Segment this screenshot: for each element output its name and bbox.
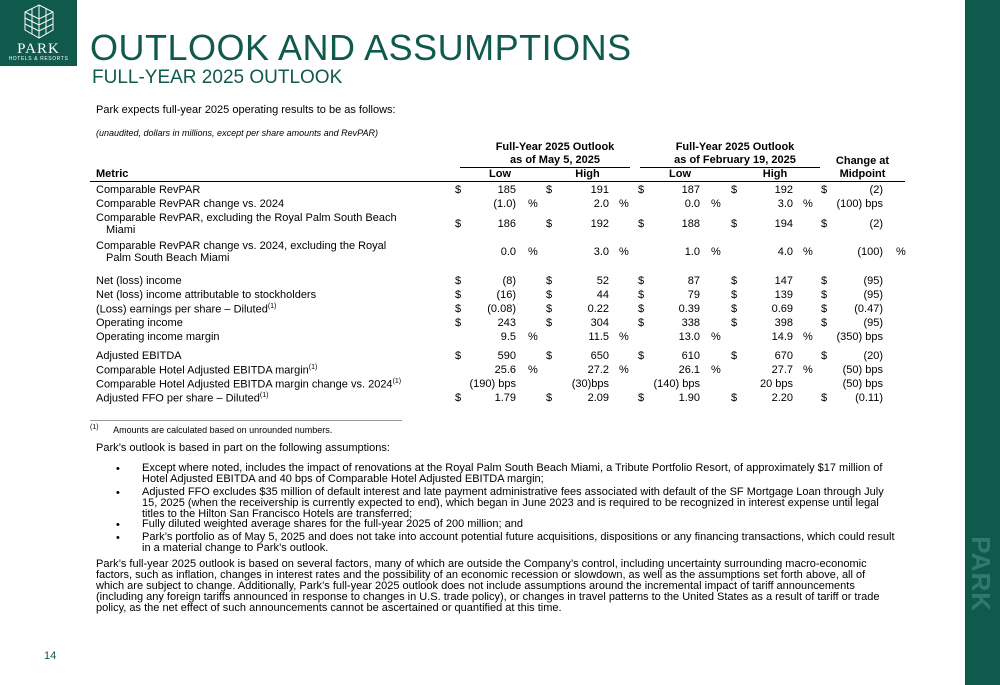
currency-symbol: $ bbox=[821, 289, 828, 301]
metric-label: Net (loss) income bbox=[96, 275, 182, 287]
value-cell: 0.22 bbox=[587, 303, 609, 315]
currency-symbol: $ bbox=[455, 289, 462, 301]
currency-symbol: $ bbox=[546, 289, 553, 301]
currency-symbol: $ bbox=[731, 275, 738, 287]
value-cell: (140) bps bbox=[653, 378, 700, 390]
value-cell: (350) bps bbox=[836, 331, 883, 343]
value-cell: 650 bbox=[590, 350, 609, 362]
currency-symbol: $ bbox=[731, 184, 738, 196]
group-feb-header-line1: Full-Year 2025 Outlook bbox=[675, 141, 795, 153]
bullet-marker: • bbox=[116, 487, 120, 499]
currency-symbol: $ bbox=[638, 218, 645, 230]
value-cell: (95) bbox=[863, 317, 883, 329]
value-cell: 9.5 bbox=[500, 331, 516, 343]
group-may-header-line2: as of May 5, 2025 bbox=[510, 154, 600, 166]
unit-suffix: % bbox=[711, 198, 721, 210]
change-header-line2: Midpoint bbox=[839, 168, 886, 180]
unit-suffix: % bbox=[619, 246, 629, 258]
value-cell: 194 bbox=[774, 218, 793, 230]
value-cell: 338 bbox=[681, 317, 700, 329]
metric-label: Comparable RevPAR change vs. 2024 bbox=[96, 198, 285, 210]
metric-label: Comparable RevPAR, excluding the Royal Palm South Beach bbox=[96, 212, 397, 224]
assumption-1-line-2: Hotel Adjusted EBITDA and 40 bps of Comparable Hotel Adjusted EBITDA margin; bbox=[142, 473, 544, 485]
footnote-ref: (1) bbox=[308, 364, 318, 371]
metric-label: Adjusted FFO per share – Diluted$^{(1)}$ bbox=[96, 392, 269, 405]
value-cell: (1.0) bbox=[493, 198, 516, 210]
footnote bbox=[90, 424, 332, 435]
metric-label: Operating income bbox=[96, 317, 183, 329]
value-cell: 20 bps bbox=[759, 378, 793, 390]
closing-line: (including any foreign tariffs announced in response to changes in U.S. trade policy), or changes in travel patterns to the United States as a result of tariff or trade bbox=[96, 591, 880, 603]
value-cell: (16) bbox=[496, 289, 516, 301]
value-cell: 192 bbox=[590, 218, 609, 230]
logo-wordmark: PARK bbox=[17, 41, 60, 57]
value-cell: 398 bbox=[774, 317, 793, 329]
assumption-3-line-1: Fully diluted weighted average shares for the full-year 2025 of 200 million; and bbox=[142, 518, 523, 530]
closing-paragraph bbox=[96, 559, 916, 614]
value-cell: 0.39 bbox=[678, 303, 700, 315]
closing-line: policy, as the net effect of such announcements cannot be ascertained or quantified at this time. bbox=[96, 602, 562, 614]
value-cell: (20) bbox=[863, 350, 883, 362]
value-cell: (8) bbox=[502, 275, 516, 287]
value-cell: (0.47) bbox=[854, 303, 883, 315]
value-cell: 147 bbox=[774, 275, 793, 287]
footnote-ref: (1) bbox=[392, 378, 402, 385]
footnote-marker: (1) bbox=[90, 424, 99, 431]
currency-symbol: $ bbox=[455, 275, 462, 287]
metric-column-header: Metric bbox=[96, 168, 129, 180]
currency-symbol: $ bbox=[455, 218, 462, 230]
footnote-ref: (1) bbox=[267, 303, 277, 310]
closing-line: Park’s full-year 2025 outlook is based on several factors, many of which are outside the Company’s control, including uncertainty surrounding macro-economic bbox=[96, 558, 867, 570]
assumption-bullet-3 bbox=[142, 519, 920, 530]
value-cell: 191 bbox=[590, 184, 609, 196]
value-cell: 2.0 bbox=[593, 198, 609, 210]
value-cell: (190) bps bbox=[469, 378, 516, 390]
currency-symbol: $ bbox=[731, 303, 738, 315]
intro-text: Park expects full-year 2025 operating results to be as follows: bbox=[96, 104, 396, 116]
assumption-bullet-4 bbox=[142, 532, 920, 554]
unit-suffix: % bbox=[619, 331, 629, 343]
currency-symbol: $ bbox=[821, 317, 828, 329]
value-cell: (100) bbox=[857, 246, 883, 258]
assumption-2-line-2: 15, 2025 (when the receivership is currently expected to end), which began in June 2023 and is required to be recognized in interest expense until legal bbox=[142, 497, 879, 509]
unit-suffix: % bbox=[528, 198, 538, 210]
value-cell: 2.20 bbox=[771, 392, 793, 404]
footnote-divider bbox=[90, 420, 402, 421]
value-cell: 0.0 bbox=[684, 198, 700, 210]
currency-symbol: $ bbox=[638, 350, 645, 362]
assumption-bullet-2 bbox=[142, 487, 920, 520]
value-cell: (95) bbox=[863, 289, 883, 301]
value-cell: 188 bbox=[681, 218, 700, 230]
value-cell: 25.6 bbox=[494, 364, 516, 376]
footnote-text: Amounts are calculated based on unrounded numbers. bbox=[113, 425, 333, 435]
feb-high-header: High bbox=[762, 168, 788, 180]
value-cell: 1.0 bbox=[684, 246, 700, 258]
unit-suffix: % bbox=[711, 246, 721, 258]
value-cell: 0.69 bbox=[771, 303, 793, 315]
value-cell: 192 bbox=[774, 184, 793, 196]
building-icon bbox=[24, 4, 54, 40]
currency-symbol: $ bbox=[638, 275, 645, 287]
currency-symbol: $ bbox=[455, 317, 462, 329]
value-cell: 52 bbox=[596, 275, 609, 287]
value-cell: 44 bbox=[596, 289, 609, 301]
side-brand-band bbox=[965, 0, 1000, 685]
value-cell: (2) bbox=[869, 184, 883, 196]
unit-suffix: % bbox=[803, 331, 813, 343]
metric-label: Comparable RevPAR change vs. 2024, excluding the Royal bbox=[96, 240, 387, 252]
unit-suffix: % bbox=[528, 364, 538, 376]
value-cell: 79 bbox=[687, 289, 700, 301]
value-cell: 13.0 bbox=[678, 331, 700, 343]
unit-suffix: % bbox=[896, 246, 906, 258]
currency-symbol: $ bbox=[546, 184, 553, 196]
value-cell: (0.08) bbox=[487, 303, 516, 315]
value-cell: 1.79 bbox=[494, 392, 516, 404]
currency-symbol: $ bbox=[731, 317, 738, 329]
currency-symbol: $ bbox=[731, 350, 738, 362]
value-cell: 185 bbox=[497, 184, 516, 196]
value-cell: 26.1 bbox=[678, 364, 700, 376]
unit-suffix: % bbox=[803, 246, 813, 258]
header-underline bbox=[90, 181, 905, 182]
unaudited-note: (unaudited, dollars in millions, except per share amounts and RevPAR) bbox=[96, 128, 378, 138]
currency-symbol: $ bbox=[638, 317, 645, 329]
value-cell: 87 bbox=[687, 275, 700, 287]
change-header-line1: Change at bbox=[835, 155, 890, 167]
currency-symbol: $ bbox=[546, 392, 553, 404]
value-cell: 186 bbox=[497, 218, 516, 230]
currency-symbol: $ bbox=[546, 218, 553, 230]
value-cell: 1.90 bbox=[678, 392, 700, 404]
currency-symbol: $ bbox=[821, 184, 828, 196]
assumptions-lead: Park’s outlook is based in part on the following assumptions: bbox=[96, 442, 390, 454]
currency-symbol: $ bbox=[821, 303, 828, 315]
assumption-2-line-1: Adjusted FFO excludes $35 million of default interest and late payment administrative fees associated with default of the SF Mortgage Loan through July bbox=[142, 486, 884, 498]
unit-suffix: % bbox=[528, 246, 538, 258]
currency-symbol: $ bbox=[731, 218, 738, 230]
value-cell: 3.0 bbox=[593, 246, 609, 258]
currency-symbol: $ bbox=[731, 392, 738, 404]
bullet-marker: • bbox=[116, 519, 120, 531]
value-cell: 14.9 bbox=[771, 331, 793, 343]
currency-symbol: $ bbox=[821, 392, 828, 404]
unit-suffix: % bbox=[619, 364, 629, 376]
value-cell: 2.09 bbox=[587, 392, 609, 404]
currency-symbol: $ bbox=[821, 350, 828, 362]
value-cell: 670 bbox=[774, 350, 793, 362]
assumption-2-line-3: titles to the Hilton San Francisco Hotels are transferred; bbox=[142, 508, 413, 520]
value-cell: 590 bbox=[497, 350, 516, 362]
value-cell: (30)bps bbox=[571, 378, 609, 390]
metric-label: Adjusted EBITDA bbox=[96, 350, 182, 362]
group-feb-header-line2: as of February 19, 2025 bbox=[674, 154, 796, 166]
page-number: 14 bbox=[44, 650, 57, 662]
value-cell: 304 bbox=[590, 317, 609, 329]
currency-symbol: $ bbox=[455, 350, 462, 362]
unit-suffix: % bbox=[528, 331, 538, 343]
currency-symbol: $ bbox=[455, 303, 462, 315]
unit-suffix: % bbox=[803, 364, 813, 376]
currency-symbol: $ bbox=[638, 303, 645, 315]
value-cell: 610 bbox=[681, 350, 700, 362]
metric-label: Operating income margin bbox=[96, 331, 220, 343]
unit-suffix: % bbox=[619, 198, 629, 210]
value-cell: 0.0 bbox=[500, 246, 516, 258]
metric-label: Comparable RevPAR bbox=[96, 184, 201, 196]
value-cell: (95) bbox=[863, 275, 883, 287]
metric-label: Net (loss) income attributable to stockholders bbox=[96, 289, 317, 301]
logo-tagline: HOTELS & RESORTS bbox=[8, 56, 69, 62]
value-cell: 4.0 bbox=[777, 246, 793, 258]
bullet-marker: • bbox=[116, 463, 120, 475]
assumption-4-line-2: in a material change to Park’s outlook. bbox=[142, 542, 329, 554]
value-cell: 187 bbox=[681, 184, 700, 196]
assumption-bullet-1 bbox=[142, 463, 920, 485]
unit-suffix: % bbox=[711, 364, 721, 376]
side-brand-mark: PARK bbox=[966, 536, 996, 612]
unit-suffix: % bbox=[803, 198, 813, 210]
value-cell: (0.11) bbox=[855, 392, 883, 404]
value-cell: 11.5 bbox=[588, 331, 609, 343]
closing-line: which are subject to change. Additionally, Park’s full-year 2025 outlook does not include assumptions around the incremental impact of tariff announcements bbox=[96, 580, 855, 592]
bullet-marker: • bbox=[116, 532, 120, 544]
currency-symbol: $ bbox=[455, 184, 462, 196]
closing-line: factors, such as inflation, changes in interest rates and the possibility of an economic recession or slowdown, as well as the assumptions set forth above, all of bbox=[96, 569, 866, 581]
currency-symbol: $ bbox=[821, 275, 828, 287]
page-subtitle: FULL-YEAR 2025 OUTLOOK bbox=[92, 67, 343, 88]
may-low-header: Low bbox=[489, 168, 511, 180]
currency-symbol: $ bbox=[546, 275, 553, 287]
value-cell: 27.2 bbox=[587, 364, 609, 376]
currency-symbol: $ bbox=[731, 289, 738, 301]
value-cell: (50) bps bbox=[842, 378, 883, 390]
value-cell: 3.0 bbox=[777, 198, 793, 210]
currency-symbol: $ bbox=[546, 303, 553, 315]
currency-symbol: $ bbox=[546, 350, 553, 362]
footnote-ref: (1) bbox=[259, 392, 269, 399]
page-title: OUTLOOK AND ASSUMPTIONS bbox=[90, 27, 632, 68]
metric-label-continued: Palm South Beach Miami bbox=[106, 252, 230, 264]
currency-symbol: $ bbox=[638, 392, 645, 404]
currency-symbol: $ bbox=[638, 184, 645, 196]
currency-symbol: $ bbox=[455, 392, 462, 404]
assumption-1-line-1: Except where noted, includes the impact of renovations at the Royal Palm South Beach Miami, a Tribute Portfolio Resort, of approximately $17 million of bbox=[142, 462, 883, 474]
currency-symbol: $ bbox=[638, 289, 645, 301]
value-cell: 243 bbox=[497, 317, 516, 329]
group-may-header-line1: Full-Year 2025 Outlook bbox=[495, 141, 615, 153]
metric-label: Comparable Hotel Adjusted EBITDA margin change vs. 2024$^{(1)}$ bbox=[96, 378, 402, 391]
metric-label: (Loss) earnings per share – Diluted$^{(1)}$ bbox=[96, 303, 277, 316]
currency-symbol: $ bbox=[546, 317, 553, 329]
unit-suffix: % bbox=[711, 331, 721, 343]
may-high-header: High bbox=[575, 168, 600, 180]
metric-label: Comparable Hotel Adjusted EBITDA margin$^{(1)}$ bbox=[96, 364, 318, 377]
value-cell: 27.7 bbox=[771, 364, 793, 376]
value-cell: 139 bbox=[774, 289, 793, 301]
metric-label-continued: Miami bbox=[106, 224, 136, 236]
park-logo bbox=[0, 0, 77, 66]
value-cell: (2) bbox=[869, 218, 883, 230]
currency-symbol: $ bbox=[821, 218, 828, 230]
value-cell: (100) bps bbox=[836, 198, 883, 210]
feb-low-header: Low bbox=[669, 168, 691, 180]
value-cell: (50) bps bbox=[842, 364, 883, 376]
assumption-4-line-1: Park’s portfolio as of May 5, 2025 and does not take into account potential future acquisitions, dispositions or any financing transactions, which could result bbox=[142, 531, 895, 543]
